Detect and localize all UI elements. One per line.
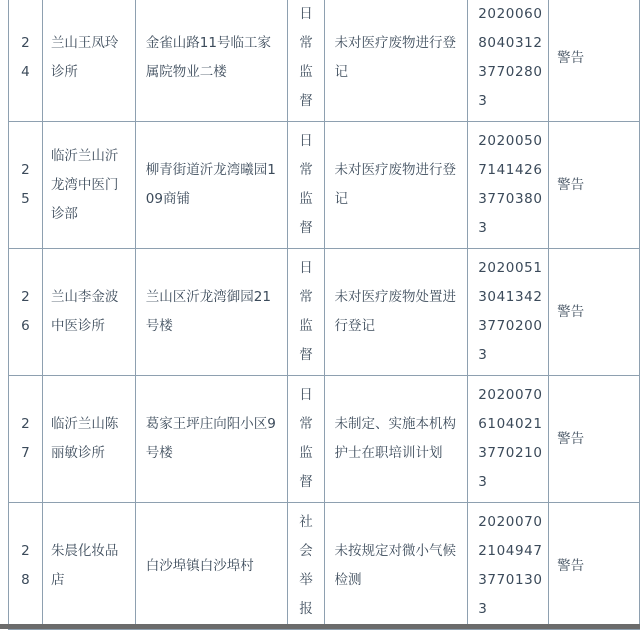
document-number-line: 2020060 [478,6,543,22]
case-source-char: 日 [299,387,313,403]
document-number-line: 3770200 [478,318,543,334]
table-row [9,249,640,376]
document-number-line: 3770210 [478,445,543,461]
case-source-char: 常 [299,289,313,305]
document-number-line: 8040312 [478,35,543,51]
document-number-cell [468,503,549,630]
violation-cell: 未对医疗废物进行登记 [325,0,468,122]
entity-name-cell: 临沂兰山陈丽敏诊所 [42,376,135,503]
case-source-cell [287,0,325,122]
row-index-digit: 7 [21,445,30,461]
document-number-line: 3041342 [478,289,543,305]
address-cell: 葛家王坪庄向阳小区9号楼 [135,376,287,503]
entity-name-cell: 朱晨化妆品店 [42,503,135,630]
document-number-line: 3 [478,347,488,363]
penalty-cell: 警告 [549,0,640,122]
bottom-scrollbar[interactable] [0,624,640,629]
address-cell: 金雀山路11号临工家属院物业二楼 [135,0,287,122]
case-source-char: 监 [299,318,313,334]
case-source-char: 督 [299,474,313,490]
address-cell: 柳青街道沂龙湾曦园109商铺 [135,122,287,249]
row-index-cell [9,0,43,122]
document-number-cell [468,122,549,249]
violation-cell: 未对医疗废物处置进行登记 [325,249,468,376]
case-source-char: 监 [299,191,313,207]
case-source-cell [287,376,325,503]
penalty-cell: 警告 [549,249,640,376]
row-index-digit: 2 [21,543,30,559]
case-source-char: 常 [299,162,313,178]
violation-cell: 未对医疗废物进行登记 [325,122,468,249]
case-source-char: 监 [299,445,313,461]
entity-name-cell: 兰山李金波中医诊所 [42,249,135,376]
case-source-char: 日 [299,6,313,22]
document-number-line: 3 [478,601,488,617]
entity-name-cell: 临沂兰山沂龙湾中医门诊部 [42,122,135,249]
document-number-line: 3770280 [478,64,543,80]
case-source-char: 督 [299,347,313,363]
case-source-char: 报 [299,601,313,617]
case-source-char: 监 [299,64,313,80]
row-index-digit: 4 [21,64,30,80]
case-source-char: 督 [299,93,313,109]
row-index-digit: 2 [21,35,30,51]
document-number-line: 2020050 [478,133,543,149]
case-source-char: 常 [299,416,313,432]
address-cell: 白沙埠镇白沙埠村 [135,503,287,630]
table-row [9,0,640,122]
row-index-digit: 2 [21,162,30,178]
document-number-line: 6104021 [478,416,543,432]
penalty-records-table [8,0,640,630]
case-source-char: 督 [299,220,313,236]
row-index-digit: 6 [21,318,30,334]
document-number-line: 2020070 [478,514,543,530]
document-number-line: 3 [478,93,488,109]
table-row [9,122,640,249]
case-source-char: 常 [299,35,313,51]
document-number-cell [468,376,549,503]
document-number-line: 2020051 [478,260,543,276]
penalty-cell: 警告 [549,376,640,503]
case-source-char: 会 [299,543,313,559]
address-cell: 兰山区沂龙湾御园21号楼 [135,249,287,376]
case-source-cell [287,122,325,249]
document-number-line: 2020070 [478,387,543,403]
penalty-cell: 警告 [549,503,640,630]
document-number-line: 3770380 [478,191,543,207]
case-source-char: 日 [299,133,313,149]
entity-name-cell: 兰山王凤玲诊所 [42,0,135,122]
violation-cell: 未按规定对微小气候检测 [325,503,468,630]
violation-cell: 未制定、实施本机构护士在职培训计划 [325,376,468,503]
case-source-char: 社 [299,514,313,530]
penalty-cell: 警告 [549,122,640,249]
row-index-cell [9,122,43,249]
row-index-cell [9,249,43,376]
row-index-digit: 5 [21,191,30,207]
document-number-cell [468,249,549,376]
document-number-line: 3 [478,474,488,490]
table-row [9,376,640,503]
case-source-char: 举 [299,572,313,588]
row-index-cell [9,503,43,630]
row-index-digit: 2 [21,289,30,305]
row-index-digit: 8 [21,572,30,588]
row-index-cell [9,376,43,503]
document-number-line: 2104947 [478,543,543,559]
document-number-cell [468,0,549,122]
case-source-cell [287,503,325,630]
case-source-char: 日 [299,260,313,276]
document-number-line: 7141426 [478,162,543,178]
table-row [9,503,640,630]
document-number-line: 3 [478,220,488,236]
case-source-cell [287,249,325,376]
row-index-digit: 2 [21,416,30,432]
document-number-line: 3770130 [478,572,543,588]
